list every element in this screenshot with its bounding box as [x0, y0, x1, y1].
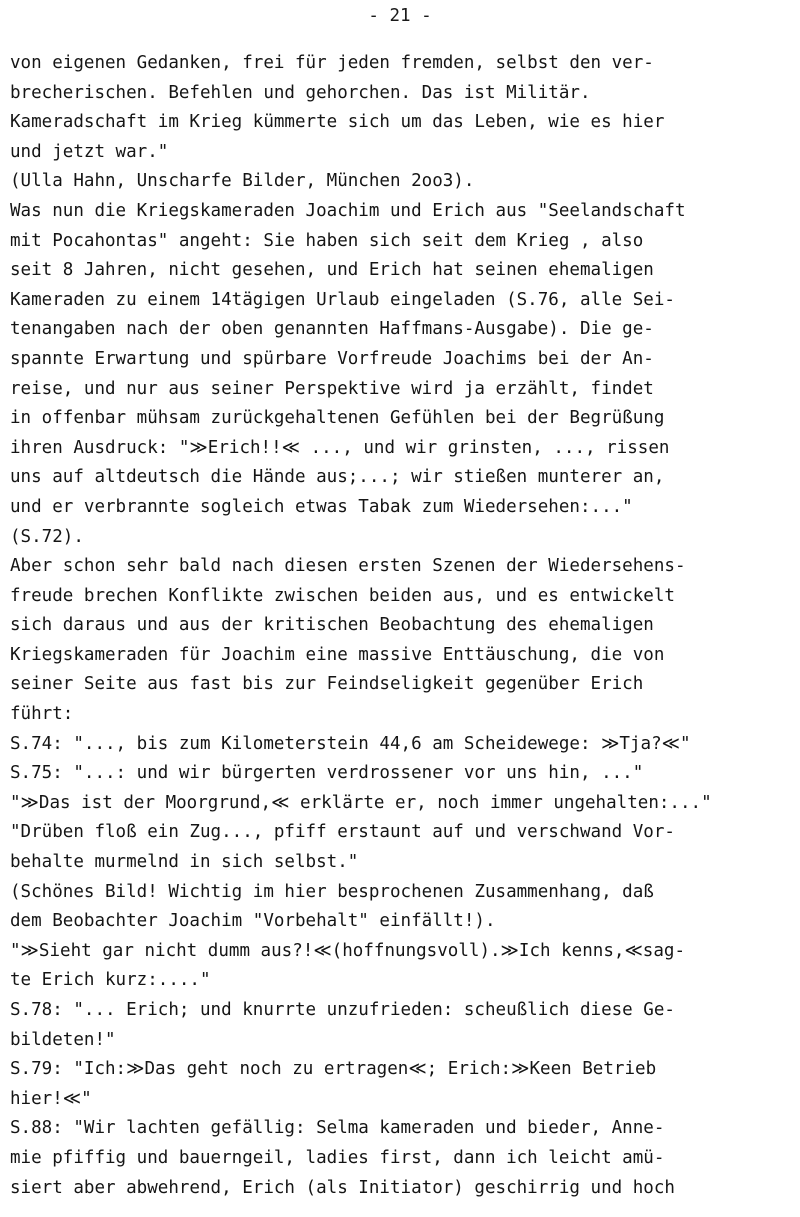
text-line: uns auf altdeutsch die Hände aus;...; wir stießen munterer an,: [10, 467, 665, 488]
text-line: brecherischen. Befehlen und gehorchen. Das ist Militär.: [10, 82, 591, 103]
text-line: Kameradschaft im Krieg kümmerte sich um das Leben, wie es hier: [10, 112, 665, 133]
text-line: bildeten!": [10, 1029, 116, 1050]
text-line: (S.72).: [10, 526, 84, 547]
text-line: freude brechen Konflikte zwischen beiden aus, und es entwickelt: [10, 585, 675, 606]
text-line: mie pfiffig und bauerngeil, ladies first, dann ich leicht amü-: [10, 1147, 665, 1168]
text-line: spannte Erwartung und spürbare Vorfreude Joachims bei der An-: [10, 348, 654, 369]
text-line: behalte murmelnd in sich selbst.": [10, 852, 359, 873]
text-line: (Ulla Hahn, Unscharfe Bilder, München 2oo3).: [10, 171, 475, 192]
text-line: seiner Seite aus fast bis zur Feindseligkeit gegenüber Erich: [10, 674, 644, 695]
body-text: [10, 49, 800, 1203]
text-line: S.79: "Ich:≫Das geht noch zu ertragen≪; Erich:≫Keen Betrieb: [10, 1059, 657, 1080]
text-line: seit 8 Jahren, nicht gesehen, und Erich hat seinen ehemaligen: [10, 260, 654, 281]
text-line: Kriegskameraden für Joachim eine massive Enttäuschung, die von: [10, 644, 665, 665]
text-line: (Schönes Bild! Wichtig im hier besprochenen Zusammenhang, daß: [10, 881, 654, 902]
page-number: - 21 -: [368, 6, 432, 26]
text-line: Was nun die Kriegskameraden Joachim und Erich aus "Seelandschaft: [10, 200, 686, 221]
text-line: te Erich kurz:....": [10, 970, 211, 991]
text-line: S.78: "... Erich; und knurrte unzufrieden: scheußlich diese Ge-: [10, 1000, 675, 1020]
text-line: S.88: "Wir lachten gefällig: Selma kameraden und bieder, Anne-: [10, 1118, 665, 1139]
text-line: tenangaben nach der oben genannten Haffmans-Ausgabe). Die ge-: [10, 319, 654, 340]
text-line: sich daraus und aus der kritischen Beobachtung des ehemaligen: [10, 615, 654, 636]
text-line: dem Beobachter Joachim "Vorbehalt" einfällt!).: [10, 911, 496, 932]
text-line: reise, und nur aus seiner Perspektive wird ja erzählt, findet: [10, 378, 654, 399]
text-line: S.74: "..., bis zum Kilometerstein 44,6 am Scheidewege: ≫Tja?≪": [10, 733, 691, 754]
text-line: Aber schon sehr bald nach diesen ersten Szenen der Wiedersehens-: [10, 556, 686, 577]
text-line: S.75: "...: und wir bürgerten verdrossener vor uns hin, ...": [10, 763, 644, 784]
text-line: mit Pocahontas" angeht: Sie haben sich seit dem Krieg , also: [10, 230, 644, 251]
text-line: siert aber abwehrend, Erich (als Initiator) geschirrig und hoch: [10, 1177, 675, 1198]
text-line: von eigenen Gedanken, frei für jeden fremden, selbst den ver-: [10, 53, 654, 73]
text-line: in offenbar mühsam zurückgehaltenen Gefühlen bei der Begrüßung: [10, 408, 665, 429]
text-line: ihren Ausdruck: "≫Erich!!≪ ..., und wir grinsten, ..., rissen: [10, 437, 670, 458]
text-line: führt:: [10, 704, 74, 725]
text-line: und er verbrannte sogleich etwas Tabak zum Wiedersehen:...": [10, 496, 633, 517]
text-line: hier!≪": [10, 1088, 92, 1109]
text-line: "≫Das ist der Moorgrund,≪ erklärte er, noch immer ungehalten:...": [10, 792, 712, 813]
text-line: "Drüben floß ein Zug..., pfiff erstaunt auf und verschwand Vor-: [10, 822, 675, 843]
text-line: "≫Sieht gar nicht dumm aus?!≪(hoffnungsvoll).≫Ich kenns,≪sag-: [10, 940, 686, 961]
text-line: und jetzt war.": [10, 141, 169, 162]
text-line: Kameraden zu einem 14tägigen Urlaub eingeladen (S.76, alle Sei-: [10, 289, 675, 310]
